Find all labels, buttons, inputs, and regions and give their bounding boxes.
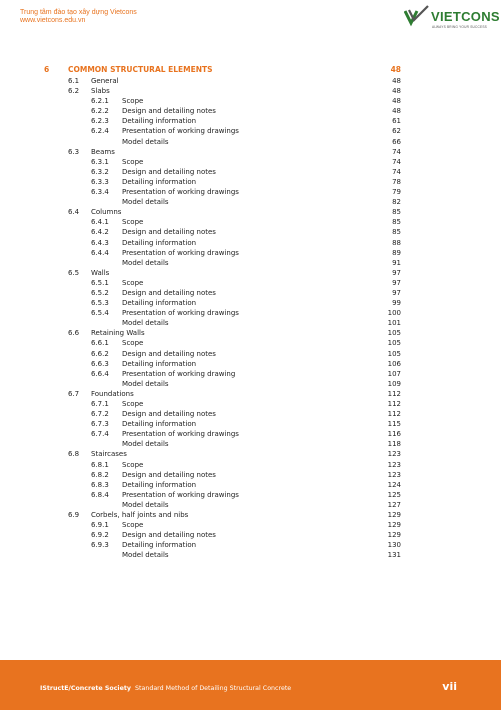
subsection-title: Design and detailing notes (122, 531, 216, 540)
footer-caption (40, 685, 291, 692)
section-title: Staircases (91, 450, 127, 459)
toc-subsection-row[interactable] (0, 177, 501, 187)
section-number: 6.9 (68, 511, 80, 520)
subsection-number: 6.8.3 (91, 480, 109, 489)
subsection-title: Model details (122, 198, 169, 207)
subsection-title: Detailing information (122, 238, 197, 247)
subsection-title: Scope (122, 521, 144, 530)
subsection-title: Model details (122, 258, 169, 267)
subsection-title: Detailing information (122, 117, 197, 126)
subsection-title: Detailing information (122, 359, 197, 368)
subsection-page: 99 (392, 299, 401, 308)
subsection-number: 6.9.3 (91, 541, 109, 550)
toc-subsection-row[interactable] (0, 238, 501, 248)
subsection-title: Design and detailing notes (122, 167, 216, 176)
toc-section-row[interactable] (0, 86, 501, 96)
toc-section-row[interactable] (0, 328, 501, 338)
subsection-title: Model details (122, 440, 169, 449)
subsection-title: Design and detailing notes (122, 107, 216, 116)
subsection-number: 6.7.2 (91, 410, 109, 419)
toc-section-row[interactable] (0, 510, 501, 520)
subsection-page: 127 (387, 500, 401, 509)
subsection-title: Presentation of working drawing (122, 369, 236, 378)
subsection-title: Presentation of working drawings (122, 188, 239, 197)
toc-section-row[interactable] (0, 389, 501, 399)
subsection-title: Model details (122, 551, 169, 560)
toc-subsection-row[interactable] (0, 409, 501, 419)
toc-subsection-row[interactable] (0, 248, 501, 258)
subsection-page: 100 (387, 309, 401, 318)
subsection-title: Scope (122, 97, 144, 106)
subsection-page: 131 (387, 551, 401, 560)
subsection-page: 109 (387, 379, 401, 388)
training-center-header (20, 9, 137, 25)
subsection-number: 6.6.4 (91, 369, 109, 378)
subsection-number: 6.2.4 (91, 127, 109, 136)
toc-subsection-row[interactable] (0, 258, 501, 268)
logo-tagline: ALWAYS BRING YOUR SUCCESS (432, 25, 488, 29)
subsection-page: 101 (387, 319, 401, 328)
section-number: 6.3 (68, 147, 80, 156)
section-page: 74 (392, 147, 401, 156)
subsection-page: 48 (392, 97, 401, 106)
section-number: 6.5 (68, 268, 80, 277)
toc-section-row[interactable] (0, 147, 501, 157)
subsection-title: Presentation of working drawings (122, 127, 239, 136)
toc-subsection-row[interactable] (0, 217, 501, 227)
section-number: 6.6 (68, 329, 80, 338)
subsection-page: 91 (392, 258, 401, 267)
subsection-title: Scope (122, 157, 144, 166)
section-number: 6.2 (68, 87, 80, 96)
subsection-number: 6.5.2 (91, 288, 109, 297)
toc-subsection-row[interactable] (0, 369, 501, 379)
subsection-page: 105 (387, 349, 401, 358)
subsection-number: 6.3.2 (91, 167, 109, 176)
subsection-page: 74 (392, 167, 401, 176)
subsection-page: 85 (392, 218, 401, 227)
subsection-page: 123 (387, 460, 401, 469)
toc-chapter-row[interactable] (0, 64, 501, 76)
section-title: Walls (91, 268, 110, 277)
logo-wordmark: VIETCONS (431, 9, 500, 24)
section-number: 6.4 (68, 208, 80, 217)
toc-subsection-row[interactable] (0, 490, 501, 500)
subsection-title: Model details (122, 500, 169, 509)
subsection-title: Presentation of working drawings (122, 430, 239, 439)
subsection-number: 6.5.3 (91, 299, 109, 308)
page-footer (0, 660, 501, 710)
subsection-number: 6.6.2 (91, 349, 109, 358)
subsection-title: Presentation of working drawings (122, 490, 239, 499)
subsection-title: Scope (122, 278, 144, 287)
subsection-page: 78 (392, 177, 401, 186)
subsection-number: 6.7.3 (91, 420, 109, 429)
subsection-title: Detailing information (122, 299, 197, 308)
section-page: 129 (387, 511, 401, 520)
subsection-number: 6.8.1 (91, 460, 109, 469)
subsection-number: 6.7.4 (91, 430, 109, 439)
subsection-title: Presentation of working drawings (122, 248, 239, 257)
subsection-number: 6.3.1 (91, 157, 109, 166)
section-page: 85 (392, 208, 401, 217)
subsection-number: 6.9.1 (91, 521, 109, 530)
chapter-title: COMMON STRUCTURAL ELEMENTS (68, 65, 213, 74)
toc-subsection-row[interactable] (0, 500, 501, 510)
subsection-title: Model details (122, 319, 169, 328)
subsection-page: 105 (387, 339, 401, 348)
header-line-2: www.vietcons.edu.vn (20, 17, 86, 24)
toc-subsection-row[interactable] (0, 278, 501, 288)
toc-subsection-row[interactable] (0, 197, 501, 207)
subsection-page: 107 (387, 369, 401, 378)
subsection-title: Scope (122, 460, 144, 469)
toc-subsection-row[interactable] (0, 126, 501, 136)
subsection-title: Design and detailing notes (122, 410, 216, 419)
page-number: vii (442, 680, 457, 693)
subsection-number: 6.2.2 (91, 107, 109, 116)
subsection-number: 6.2.1 (91, 97, 109, 106)
subsection-page: 129 (387, 531, 401, 540)
subsection-page: 89 (392, 248, 401, 257)
subsection-number: 6.4.4 (91, 248, 109, 257)
subsection-page: 118 (387, 440, 401, 449)
toc-subsection-row[interactable] (0, 470, 501, 480)
section-page: 112 (387, 389, 401, 398)
toc-subsection-row[interactable] (0, 359, 501, 369)
subsection-number: 6.3.4 (91, 188, 109, 197)
section-page: 48 (392, 87, 401, 96)
section-number: 6.8 (68, 450, 80, 459)
subsection-number: 6.4.3 (91, 238, 109, 247)
subsection-title: Detailing information (122, 480, 197, 489)
subsection-number: 6.9.2 (91, 531, 109, 540)
toc-subsection-row[interactable] (0, 137, 501, 147)
subsection-number: 6.4.2 (91, 228, 109, 237)
toc-subsection-row[interactable] (0, 379, 501, 389)
subsection-page: 48 (392, 107, 401, 116)
subsection-title: Scope (122, 400, 144, 408)
toc-subsection-row[interactable] (0, 460, 501, 470)
toc-subsection-row[interactable] (0, 550, 501, 560)
section-title: Foundations (91, 389, 134, 398)
subsection-page: 97 (392, 278, 401, 287)
toc-subsection-row[interactable] (0, 540, 501, 550)
subsection-title: Design and detailing notes (122, 288, 216, 297)
subsection-page: 62 (392, 127, 401, 136)
toc-subsection-row[interactable] (0, 227, 501, 237)
subsection-number: 6.6.1 (91, 339, 109, 348)
toc-subsection-row[interactable] (0, 116, 501, 126)
toc-subsection-row[interactable] (0, 429, 501, 439)
toc-section-row[interactable] (0, 449, 501, 459)
footer-publisher: IStructE/Concrete Society (40, 685, 131, 692)
subsection-number: 6.3.3 (91, 177, 109, 186)
subsection-page: 123 (387, 470, 401, 479)
section-title: Slabs (91, 87, 110, 96)
subsection-page: 116 (387, 430, 401, 439)
subsection-number: 6.8.2 (91, 470, 109, 479)
subsection-number: 6.8.4 (91, 490, 109, 499)
subsection-page: 106 (387, 359, 401, 368)
subsection-number: 6.7.1 (91, 400, 109, 408)
chapter-number: 6 (44, 65, 50, 74)
subsection-page: 61 (392, 117, 401, 126)
subsection-title: Model details (122, 137, 169, 146)
section-title: Beams (91, 147, 115, 156)
subsection-number: 6.5.4 (91, 309, 109, 318)
section-page: 105 (387, 329, 401, 338)
subsection-page: 124 (387, 480, 401, 489)
subsection-page: 125 (387, 490, 401, 499)
toc-subsection-row[interactable] (0, 530, 501, 540)
table-of-contents (0, 64, 501, 561)
subsection-page: 79 (392, 188, 401, 197)
subsection-title: Model details (122, 379, 169, 388)
toc-subsection-row[interactable] (0, 308, 501, 318)
vietcons-check-icon (404, 5, 430, 29)
toc-subsection-row[interactable] (0, 157, 501, 167)
subsection-number: 6.4.1 (91, 218, 109, 227)
subsection-page: 115 (387, 420, 401, 429)
subsection-page: 82 (392, 198, 401, 207)
subsection-title: Scope (122, 218, 144, 227)
subsection-title: Design and detailing notes (122, 228, 216, 237)
subsection-page: 129 (387, 521, 401, 530)
header-line-1: Trung tâm đào tạo xây dựng Vietcons (20, 9, 137, 16)
section-number: 6.7 (68, 389, 80, 398)
toc-subsection-row[interactable] (0, 480, 501, 490)
vietcons-logo (404, 5, 500, 35)
subsection-page: 97 (392, 288, 401, 297)
subsection-title: Detailing information (122, 541, 197, 550)
toc-subsection-row[interactable] (0, 106, 501, 116)
toc-subsection-row[interactable] (0, 96, 501, 106)
toc-subsection-row[interactable] (0, 439, 501, 449)
subsection-title: Presentation of working drawings (122, 309, 239, 318)
subsection-page: 85 (392, 228, 401, 237)
section-title: General (91, 77, 119, 85)
subsection-page: 88 (392, 238, 401, 247)
toc-subsection-row[interactable] (0, 349, 501, 359)
subsection-page: 74 (392, 157, 401, 166)
toc-subsection-row[interactable] (0, 167, 501, 177)
toc-section-row[interactable] (0, 268, 501, 278)
section-page: 123 (387, 450, 401, 459)
subsection-page: 130 (387, 541, 401, 550)
subsection-page: 112 (387, 410, 401, 419)
toc-subsection-row[interactable] (0, 399, 501, 409)
toc-subsection-row[interactable] (0, 288, 501, 298)
subsection-number: 6.5.1 (91, 278, 109, 287)
toc-subsection-row[interactable] (0, 338, 501, 348)
section-number: 6.1 (68, 77, 80, 85)
footer-title: Standard Method of Detailing Structural Concrete (135, 685, 292, 692)
subsection-title: Scope (122, 339, 144, 348)
toc-section-row[interactable] (0, 207, 501, 217)
toc-subsection-row[interactable] (0, 298, 501, 308)
toc-subsection-row[interactable] (0, 419, 501, 429)
subsection-title: Design and detailing notes (122, 349, 216, 358)
subsection-title: Design and detailing notes (122, 470, 216, 479)
toc-subsection-row[interactable] (0, 318, 501, 328)
toc-section-row[interactable] (0, 76, 501, 86)
section-title: Columns (91, 208, 122, 217)
subsection-title: Detailing information (122, 177, 197, 186)
section-page: 97 (392, 268, 401, 277)
subsection-page: 66 (392, 137, 401, 146)
toc-subsection-row[interactable] (0, 187, 501, 197)
toc-subsection-row[interactable] (0, 520, 501, 530)
subsection-page: 112 (387, 400, 401, 408)
section-title: Retaining Walls (91, 329, 145, 338)
subsection-title: Detailing information (122, 420, 197, 429)
chapter-page: 48 (390, 65, 401, 74)
section-page: 48 (392, 77, 401, 85)
section-title: Corbels, half joints and nibs (91, 511, 189, 520)
subsection-number: 6.6.3 (91, 359, 109, 368)
subsection-number: 6.2.3 (91, 117, 109, 126)
